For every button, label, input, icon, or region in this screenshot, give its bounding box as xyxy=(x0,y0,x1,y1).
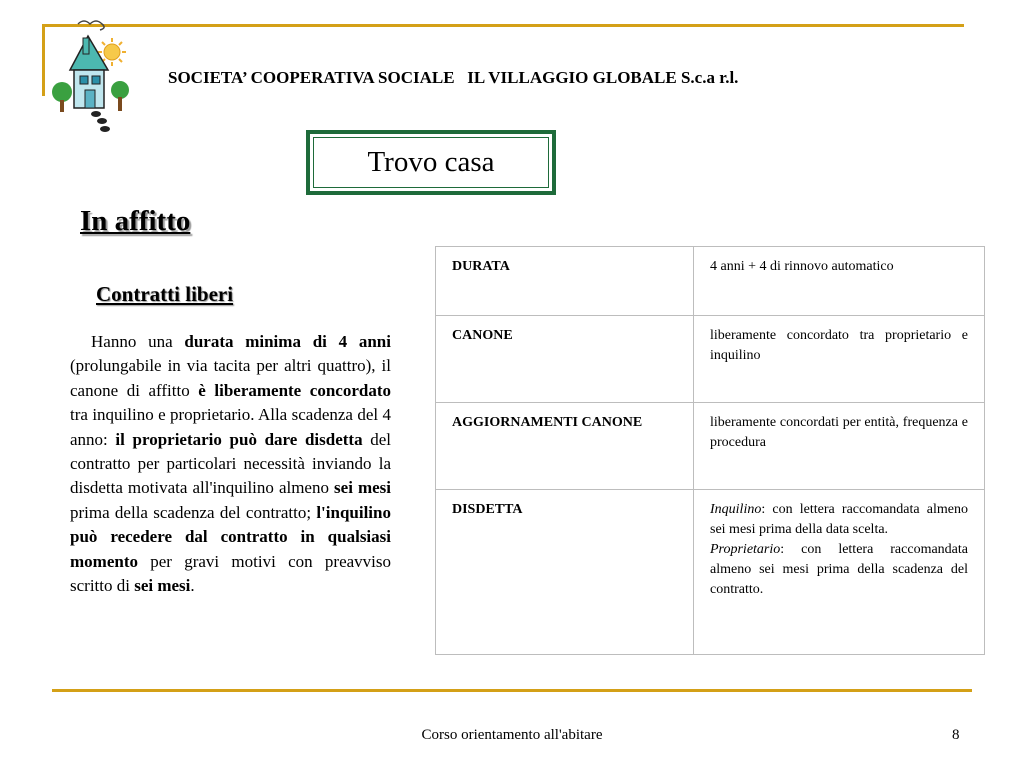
paragraph-bold-segment: durata minima di 4 anni xyxy=(184,332,391,351)
contract-terms-table xyxy=(435,246,985,655)
slide-title: Trovo casa xyxy=(313,137,549,188)
paragraph-segment: tra inquilino e proprietario. Alla scadenza del 4 anno: xyxy=(70,405,391,449)
paragraph-bold-segment: sei mesi xyxy=(334,478,392,498)
row-value: liberamente concordato tra proprietario e inquilino xyxy=(694,316,985,403)
row-value: 4 anni + 4 di rinnovo automatico xyxy=(694,247,985,316)
paragraph-segment: per gravi motivi con preavviso scritto di xyxy=(70,551,391,596)
row-value xyxy=(694,490,985,655)
page-number: 8 xyxy=(952,727,960,743)
inquilino-text: : con lettera raccomandata almeno sei mesi prima della data scelta. xyxy=(710,502,968,537)
organization-title: SOCIETA’ COOPERATIVA SOCIALE IL VILLAGGIO GLOBALE S.c.a r.l. xyxy=(168,68,739,87)
contract-paragraph xyxy=(70,330,391,598)
paragraph-bold-segment: l'inquilino può recedere dal contratto in qualsiasi momento xyxy=(70,502,391,571)
row-key: AGGIORNAMENTI CANONE xyxy=(436,403,694,490)
row-key: DURATA xyxy=(436,247,694,316)
row-key: DISDETTA xyxy=(436,490,694,655)
table-row xyxy=(436,316,985,403)
paragraph-segment: . xyxy=(190,576,195,596)
slide-title-box xyxy=(306,130,556,195)
proprietario-label: Proprietario xyxy=(710,542,781,557)
paragraph-bold-segment: è liberamente concordato xyxy=(198,380,391,400)
section-heading: In affitto xyxy=(80,205,191,237)
paragraph-bold-segment: il proprietario può dare disdetta xyxy=(115,429,363,449)
paragraph-bold-segment: sei mesi xyxy=(134,576,191,596)
footer-course-title: Corso orientamento all'abitare xyxy=(421,727,603,743)
proprietario-text: : con lettera raccomandata almeno sei mesi prima della scadenza del contratto. xyxy=(710,542,968,597)
paragraph-segment: del contratto per particolari necessità inviando la disdetta motivata all'inquilino almeno xyxy=(70,429,391,498)
table-row xyxy=(436,403,985,490)
row-value: liberamente concordati per entità, frequenza e procedura xyxy=(694,403,985,490)
section-subheading: Contratti liberi xyxy=(96,282,234,306)
paragraph-segment: prima della scadenza del contratto; xyxy=(70,502,317,522)
paragraph-segment: Hanno una xyxy=(91,332,185,351)
contract-description xyxy=(70,330,391,598)
gold-top-rule xyxy=(42,24,964,27)
row-key: CANONE xyxy=(436,316,694,403)
table-row xyxy=(436,247,985,316)
house-logo-icon xyxy=(50,18,135,136)
inquilino-label: Inquilino xyxy=(710,502,762,517)
table-row xyxy=(436,490,985,655)
gold-bottom-rule xyxy=(52,689,972,692)
paragraph-segment: (prolungabile in via tacita per altri quattro), il canone di affitto xyxy=(70,356,391,400)
gold-vertical-rule xyxy=(42,24,45,96)
